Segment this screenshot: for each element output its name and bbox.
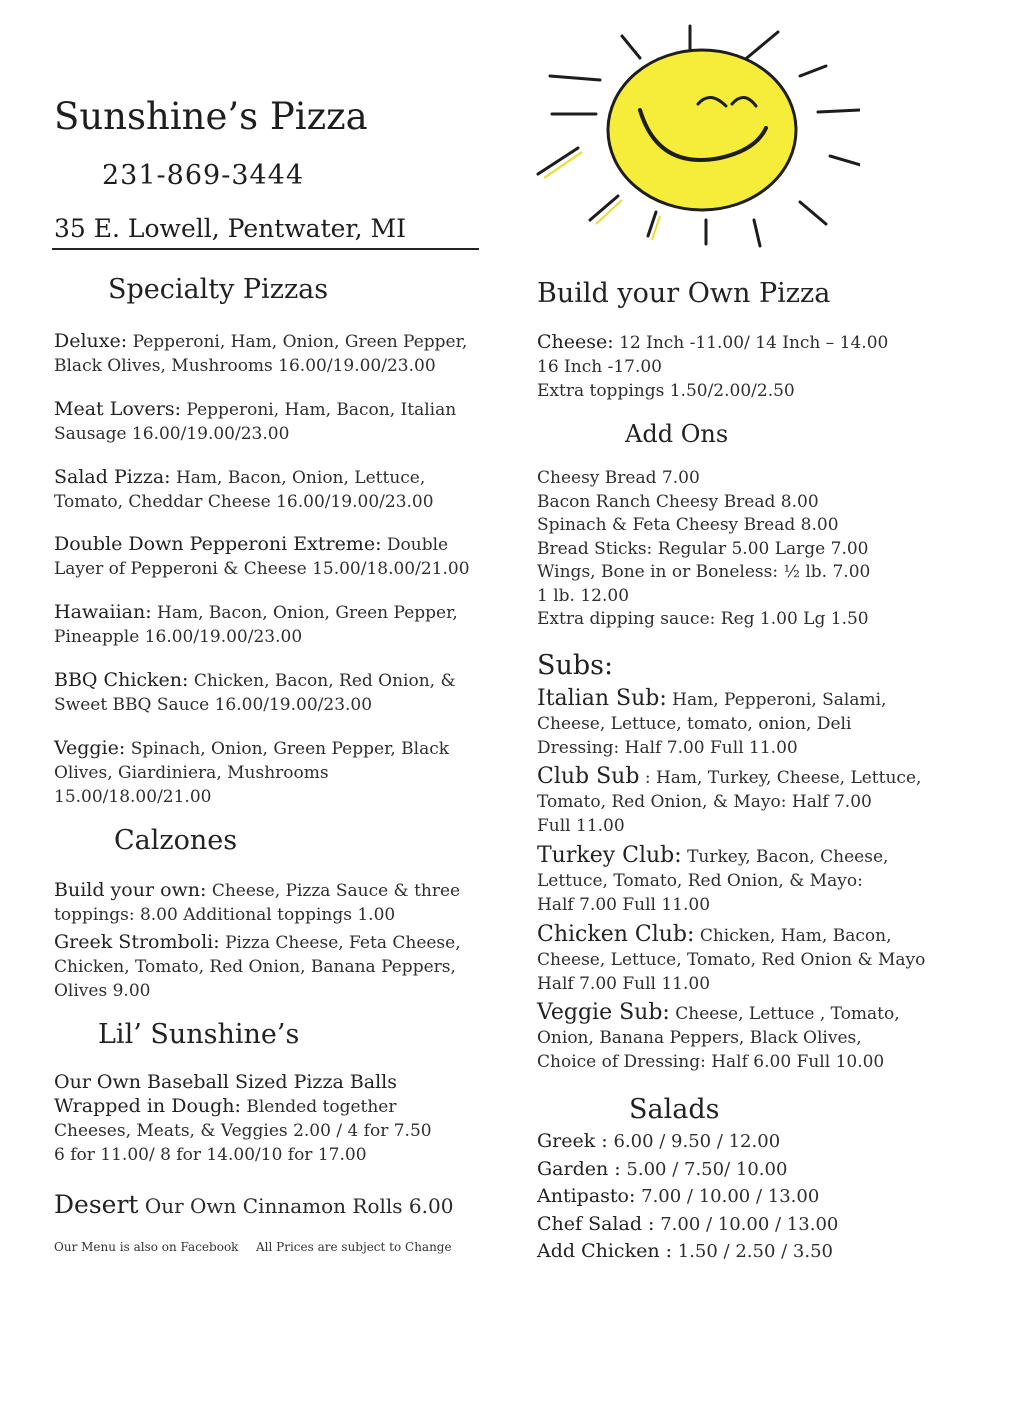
list-item [537,1128,838,1156]
list-item: Cheesy Bread 7.00 [537,468,700,488]
list-item: Bread Sticks: Regular 5.00 Large 7.00 [537,538,869,559]
menu-item [54,465,434,514]
list-item: Spinach & Feta Cheesy Bread 8.00 [537,515,839,535]
item-desc: 6 for 11.00/ 8 for 14.00/10 for 17.00 [54,1145,367,1165]
item-name: Hawaiian: [54,601,152,623]
item-name: Double Down Pepperoni Extreme: [54,533,382,555]
item-desc: Sweet BBQ Sauce 16.00/19.00/23.00 [54,695,373,715]
item-desc: Pineapple 16.00/19.00/23.00 [54,627,303,647]
menu-item [537,330,888,403]
calzones-heading: Calzones [114,825,238,856]
subs-heading: Subs: [537,650,614,681]
menu-item [537,687,886,760]
menu-item [537,844,888,917]
item-desc: Our Own Baseball Sized Pizza Balls [54,1071,398,1093]
item-price: 1.50 / 2.50 / 3.50 [677,1241,833,1262]
item-desc: Extra toppings 1.50/2.00/2.50 [537,381,795,401]
item-desc: Tomato, Red Onion, & Mayo: Half 7.00 [537,792,872,812]
menu-item [537,765,921,838]
salads-heading: Salads [629,1094,720,1125]
item-desc: Pizza Cheese, Feta Cheese, [225,933,461,953]
menu-item [54,1070,432,1167]
menu-item [537,923,925,996]
item-desc: Black Olives, Mushrooms 16.00/19.00/23.00 [54,356,436,376]
item-name: BBQ Chicken: [54,669,189,691]
item-desc: Olives 9.00 [54,981,151,1001]
footer-facebook-note: Our Menu is also on Facebook [54,1240,239,1254]
item-desc: Lettuce, Tomato, Red Onion, & Mayo: [537,871,863,891]
item-name: Meat Lovers: [54,398,181,420]
item-desc: Cheese, Lettuce, Tomato, Red Onion & Mayo [537,950,926,970]
list-item: Extra dipping sauce: Reg 1.00 Lg 1.50 [537,609,869,629]
item-desc: Cheeses, Meats, & Veggies 2.00 / 4 for 7.50 [54,1121,432,1141]
phone-number: 231-869-3444 [102,160,305,191]
build-heading: Build your Own Pizza [537,278,831,309]
specialty-heading: Specialty Pizzas [108,274,329,305]
item-desc: Full 11.00 [537,816,625,836]
list-item [537,1211,838,1239]
item-name: Italian Sub: [537,686,667,711]
item-name: Chef Salad : [537,1212,655,1235]
item-desc: Half 7.00 Full 11.00 [537,974,711,994]
item-desc: Blended together [246,1097,397,1117]
address: 35 E. Lowell, Pentwater, MI [54,214,406,243]
item-desc: : Ham, Turkey, Cheese, Lettuce, [644,768,922,788]
addons-heading: Add Ons [625,420,729,448]
item-desc: Ham, Bacon, Onion, Lettuce, [175,468,426,488]
item-name: Antipasto: [537,1185,636,1207]
item-desc: Half 7.00 Full 11.00 [537,895,711,915]
item-desc: Layer of Pepperoni & Cheese 15.00/18.00/21.00 [54,559,470,579]
menu-item [54,736,449,809]
smiling-sun-logo [530,10,860,250]
item-desc: Chicken, Bacon, Red Onion, & [193,671,456,691]
item-desc: Chicken, Ham, Bacon, [699,926,892,946]
menu-item [54,600,458,649]
item-name: Veggie Sub: [537,1000,670,1025]
item-desc: Pepperoni, Ham, Onion, Green Pepper, [132,332,468,352]
item-name: Deluxe: [54,330,128,352]
item-name: Greek Stromboli: [54,931,220,953]
addons-list [537,467,870,632]
list-item: Bacon Ranch Cheesy Bread 8.00 [537,491,819,512]
item-desc: Spinach, Onion, Green Pepper, Black [130,739,450,759]
item-desc: toppings: 8.00 Additional toppings 1.00 [54,905,396,925]
item-name: Build your own: [54,879,207,901]
menu-item [54,532,470,581]
item-name: Turkey Club: [537,843,682,868]
lil-sunshines-heading: Lil’ Sunshine’s [98,1019,300,1050]
desert-line [54,1190,453,1219]
item-name: Desert [54,1190,139,1219]
item-desc: Cheese, Lettuce, tomato, onion, Deli [537,714,852,734]
menu-item [54,668,456,717]
item-name: Greek : [537,1130,608,1152]
item-price: 7.00 / 10.00 / 13.00 [641,1186,820,1207]
list-item: Wings, Bone in or Boneless: ½ lb. 7.00 [537,562,871,582]
item-desc: Olives, Giardiniera, Mushrooms [54,763,329,783]
item-name: Wrapped in Dough: [54,1095,241,1117]
item-desc: Cheese, Pizza Sauce & three [211,881,461,901]
menu-item [54,930,461,1003]
restaurant-name: Sunshine’s Pizza [54,95,368,138]
item-desc: Turkey, Bacon, Cheese, [687,847,889,867]
item-desc: Choice of Dressing: Half 6.00 Full 10.00 [537,1052,885,1072]
item-price: 6.00 / 9.50 / 12.00 [613,1131,781,1152]
item-price: 5.00 / 7.50/ 10.00 [626,1158,788,1180]
item-name: Garden : [537,1157,621,1180]
item-desc: Cheese, Lettuce , Tomato, [675,1004,900,1024]
item-name: Add Chicken : [537,1240,673,1262]
list-item: 1 lb. 12.00 [537,585,630,606]
item-desc: Tomato, Cheddar Cheese 16.00/19.00/23.00 [54,492,434,512]
item-desc: Pepperoni, Ham, Bacon, Italian [186,400,457,420]
footer-price-note: All Prices are subject to Change [256,1240,452,1254]
item-desc: 15.00/18.00/21.00 [54,787,212,807]
item-name: Chicken Club: [537,922,695,947]
item-desc: Ham, Pepperoni, Salami, [672,690,887,710]
item-desc: Double [386,535,449,555]
menu-item [54,878,460,927]
item-desc: 12 Inch -11.00/ 14 Inch – 14.00 [619,333,889,353]
item-desc: Dressing: Half 7.00 Full 11.00 [537,738,798,758]
item-name: Club Sub [537,764,640,789]
item-name: Veggie: [54,737,126,759]
item-desc: 16 Inch -17.00 [537,357,662,377]
menu-item [54,329,467,378]
item-desc: Ham, Bacon, Onion, Green Pepper, [157,603,458,623]
item-desc: Onion, Banana Peppers, Black Olives, [537,1028,862,1048]
item-price: 7.00 / 10.00 / 13.00 [660,1213,839,1235]
salads-list [537,1128,838,1266]
item-name: Cheese: [537,331,614,353]
menu-item [54,397,456,446]
list-item [537,1183,838,1211]
list-item [537,1238,838,1266]
item-desc: Sausage 16.00/19.00/23.00 [54,424,290,444]
item-desc: Chicken, Tomato, Red Onion, Banana Peppers, [54,957,456,977]
item-name: Salad Pizza: [54,466,171,488]
menu-item [537,1001,900,1074]
list-item [537,1156,838,1184]
header-divider [52,248,479,250]
item-desc: Our Own Cinnamon Rolls 6.00 [144,1194,454,1218]
